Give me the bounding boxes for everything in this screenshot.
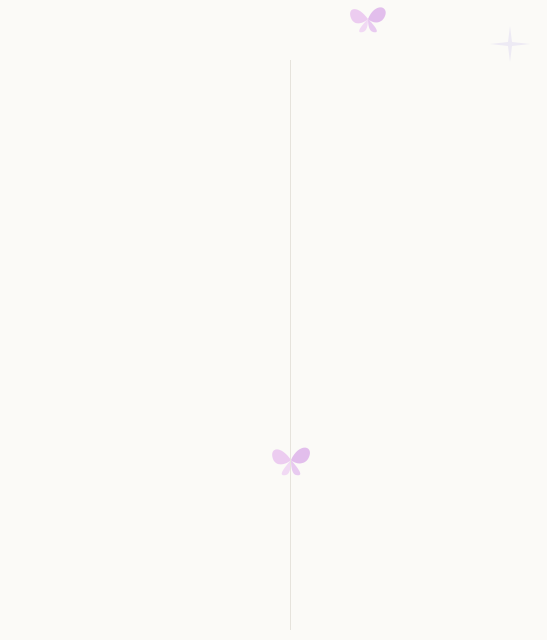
column-divider <box>290 60 291 630</box>
sparkle-icon <box>480 24 540 64</box>
butterfly-icon <box>345 2 391 36</box>
butterfly-icon <box>266 440 316 480</box>
